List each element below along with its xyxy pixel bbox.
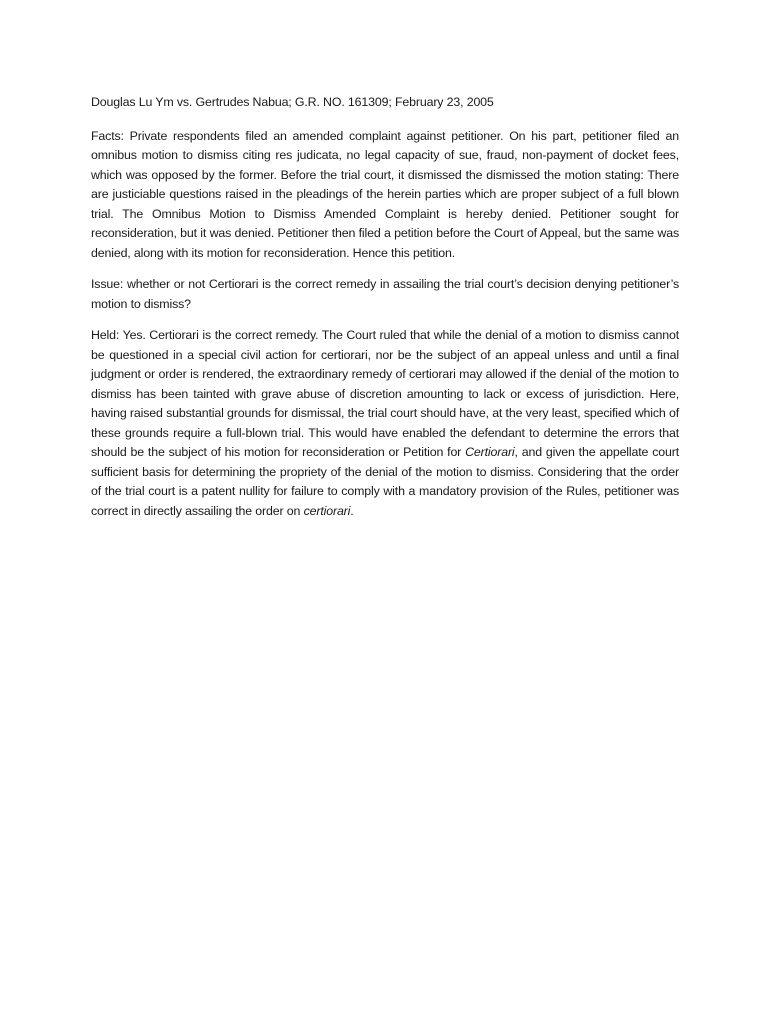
held-text-part-1: Held: Yes. Certiorari is the correct remedy. The Court ruled that while the denial of a motion to dismiss cannot be questioned in a special civil action for certiorari, nor be the subject of an appeal unless and until a final judgment or order is rendered, the extraordinary remedy of certiorari may allowed if the denial of the motion to dismiss has been tainted with grave abuse of discretion amounting to lack or excess of jurisdiction. Here, having raised substantial grounds for dismissal, the trial court should have, at the very least, specified which of these grounds require a full-blown trial. This would have enabled the defendant to determine the errors that should be the subject of his motion for reconsideration or Petition for [91, 328, 679, 459]
held-text-part-3: . [350, 503, 354, 518]
held-paragraph [91, 326, 679, 521]
facts-paragraph: Facts: Private respondents filed an amended complaint against petitioner. On his part, petitioner filed an omnibus motion to dismiss citing res judicata, no legal capacity of sue, fraud, non-payment of docket fees, which was opposed by the former. Before the trial court, it dismissed the dismissed the motion stating: There are justiciable questions raised in the pleadings of the herein parties which are proper subject of a full blown trial. The Omnibus Motion to Dismiss Amended Complaint is hereby denied. Petitioner sought for reconsideration, but it was denied. Petitioner then filed a petition before the Court of Appeal, but the same was denied, along with its motion for reconsideration. Hence this petition. [91, 128, 679, 260]
held-italic-certiorari-2: certiorari [303, 503, 351, 518]
issue-paragraph: Issue: whether or not Certiorari is the correct remedy in assailing the trial court’s decision denying petitioner’s motion to dismiss? [91, 277, 679, 311]
case-title: Douglas Lu Ym vs. Gertrudes Nabua; G.R. NO. 161309; February 23, 2005 [91, 95, 494, 109]
held-text-part-2: , and given the appellate court sufficient basis for determining the propriety of the denial of the motion to dismiss. Considering that the order of the trial court is a patent nullity for failure to comply with a mandatory provision of the Rules, petitioner was correct in directly assailing the order on [91, 445, 679, 518]
held-italic-certiorari-1: Certiorari [465, 445, 515, 459]
document-body [91, 93, 679, 533]
